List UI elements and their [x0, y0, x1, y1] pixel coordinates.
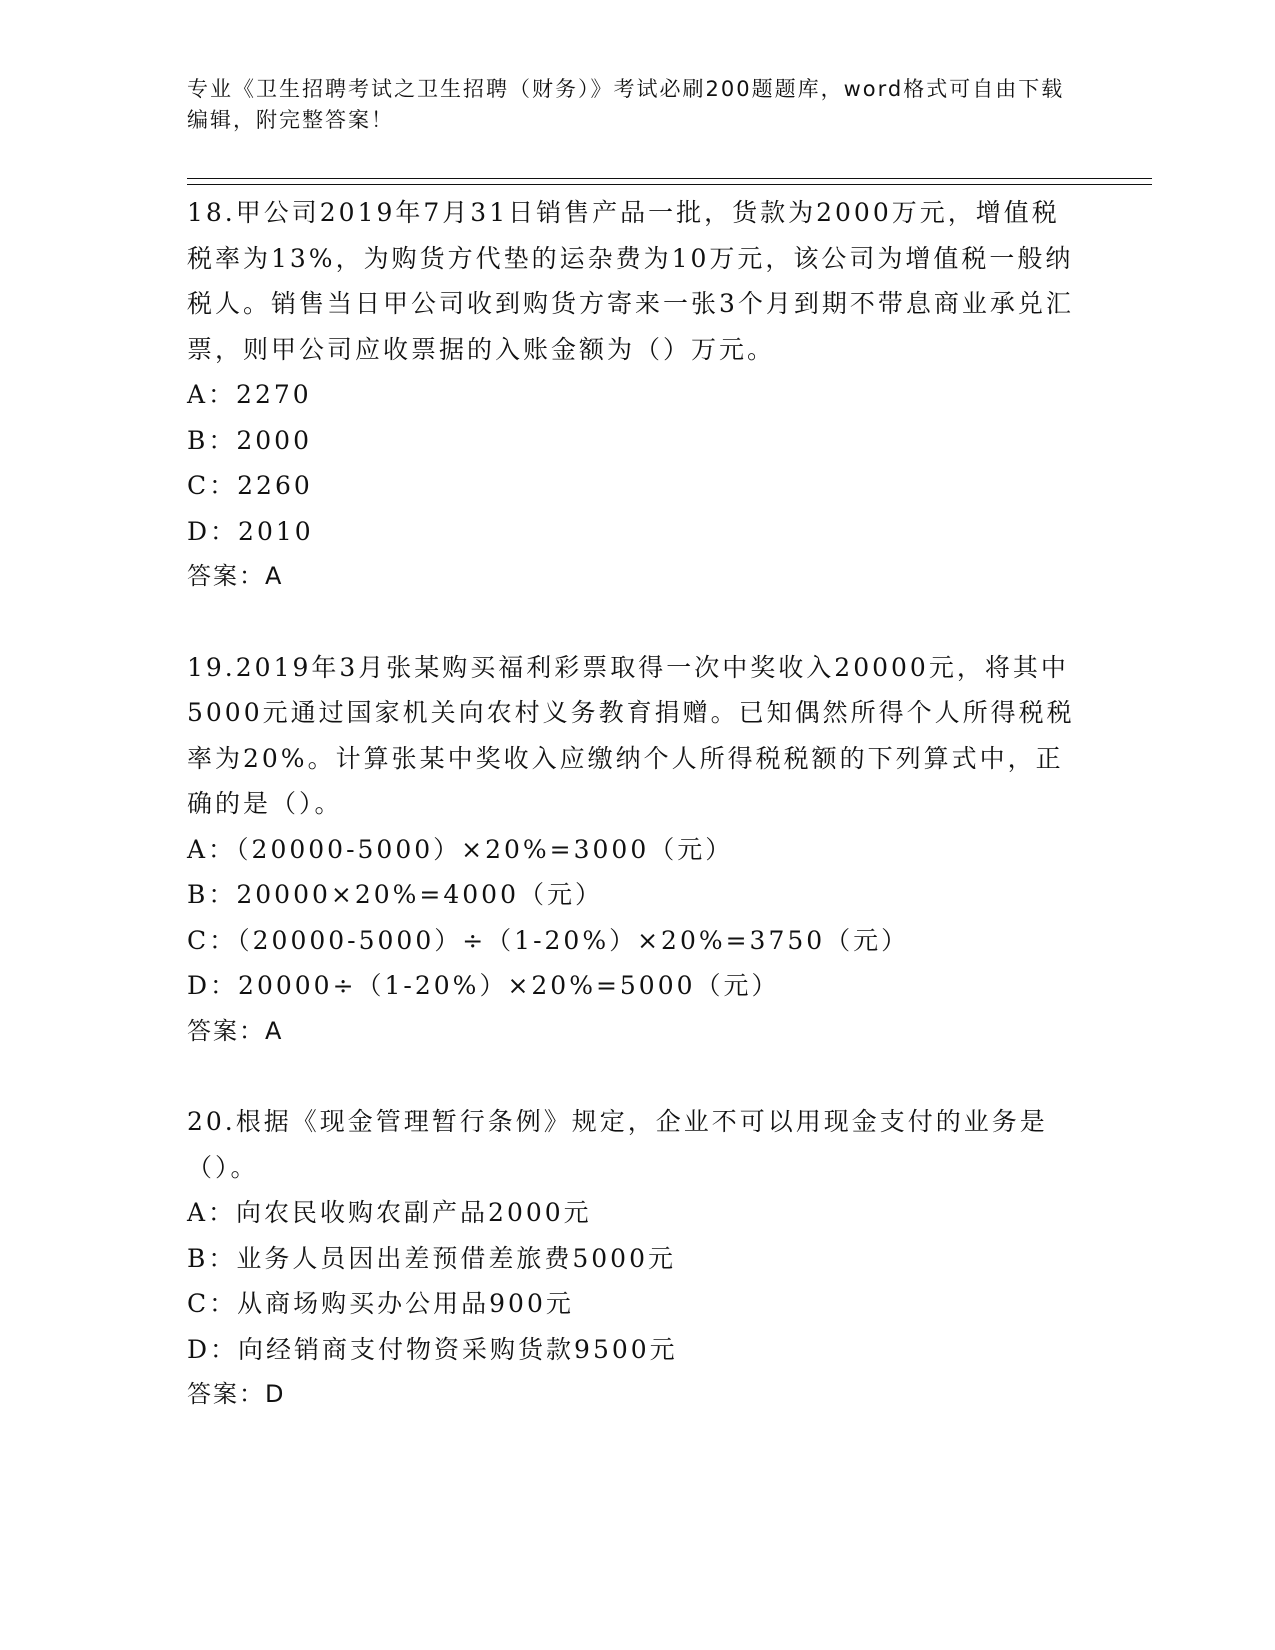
- option-d: D：向经销商支付物资采购货款9500元: [187, 1334, 678, 1364]
- question-list: [187, 190, 1087, 1463]
- answer: 答案：D: [187, 1380, 286, 1408]
- header-divider-top: [187, 178, 1152, 179]
- option-c: C：2260: [187, 471, 313, 500]
- question-20: [187, 1099, 1087, 1418]
- option-a: A：（20000-5000）×20%=3000（元）: [187, 834, 734, 864]
- option-b: B：20000×20%=4000（元）: [187, 880, 603, 909]
- option-d: D：20000÷（1-20%）×20%=5000（元）: [187, 971, 780, 1000]
- question-text: 20.根据《现金管理暂行条例》规定，企业不可以用现金支付的业务是（）。: [187, 1107, 1048, 1182]
- question-19: [187, 645, 1087, 1055]
- option-c: C：（20000-5000）÷（1-20%）×20%=3750（元）: [187, 925, 910, 955]
- answer: 答案：A: [187, 562, 284, 590]
- answer: 答案：A: [187, 1016, 284, 1045]
- option-a: A：向农民收购农副产品2000元: [187, 1198, 592, 1227]
- option-b: B：2000: [187, 425, 312, 455]
- option-d: D：2010: [187, 516, 314, 546]
- option-a: A：2270: [187, 380, 312, 409]
- option-c: C：从商场购买办公用品900元: [187, 1289, 574, 1318]
- question-text: 18.甲公司2019年7月31日销售产品一批，货款为2000万元，增值税税率为13%，为购货方代垫的运杂费为10万元，该公司为增值税一般纳税人。销售当日甲公司收到购货方寄来一张3个月到期不带息商业承兑汇票，则甲公司应收票据的入账金额为（）万元。: [187, 198, 1074, 364]
- document-header: 专业《卫生招聘考试之卫生招聘（财务）》考试必刷200题题库，word格式可自由下载编辑，附完整答案！: [187, 77, 1065, 132]
- question-18: [187, 190, 1087, 600]
- option-b: B：业务人员因出差预借差旅费5000元: [187, 1243, 676, 1273]
- header-divider-bottom: [187, 184, 1152, 185]
- question-text: 19.2019年3月张某购买福利彩票取得一次中奖收入20000元，将其中5000元通过国家机关向农村义务教育捐赠。已知偶然所得个人所得税税率为20%。计算张某中奖收入应缴纳个人所得税税额的下列算式中，正确的是（）。: [187, 652, 1075, 818]
